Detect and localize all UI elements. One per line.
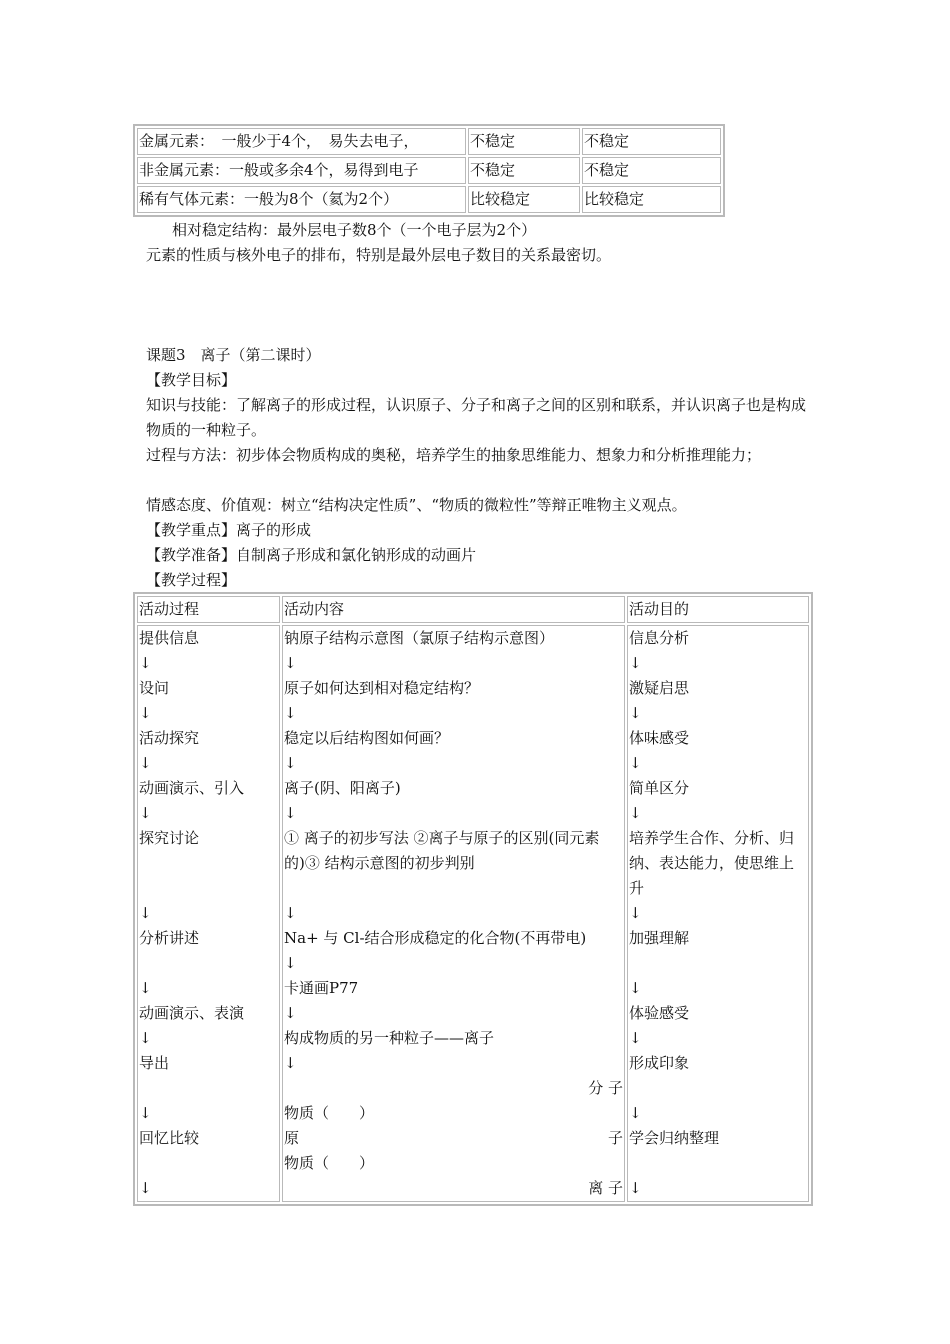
down-arrow-icon: ↓ [629, 1104, 642, 1122]
stability-cell: 不稳定 [582, 157, 721, 184]
emotion-goal: 情感态度、价值观：树立“结构决定性质”、“物质的微粒性”等辩正唯物主义观点。 [146, 496, 687, 514]
stability-table [133, 124, 725, 217]
list-item: 构成物质的另一种粒子——离子 [284, 1029, 495, 1047]
stability-cell: 不稳定 [582, 128, 721, 155]
down-arrow-icon: ↓ [139, 804, 152, 822]
stability-cell: 比较稳定 [582, 186, 721, 213]
down-arrow-icon: ↓ [139, 754, 152, 772]
list-item: 离 子 [588, 1179, 623, 1197]
down-arrow-icon: ↓ [284, 954, 297, 972]
header-content: 活动内容 [282, 596, 625, 623]
list-item: 激疑启思 [629, 679, 690, 697]
down-arrow-icon: ↓ [139, 979, 152, 997]
header-purpose: 活动目的 [627, 596, 809, 623]
list-item-right: 子 [607, 1129, 623, 1147]
down-arrow-icon: ↓ [284, 804, 297, 822]
list-item: 学会归纳整理 [629, 1129, 720, 1147]
element-cell: 稀有气体元素：一般为8个（氦为2个） [137, 186, 466, 213]
stability-cell: 不稳定 [468, 128, 580, 155]
list-item: 分析讲述 [139, 929, 200, 947]
down-arrow-icon: ↓ [139, 704, 152, 722]
table-header-row [137, 596, 809, 623]
property-relation-note: 元素的性质与核外电子的排布，特别是最外层电子数目的关系最密切。 [146, 246, 612, 264]
down-arrow-icon: ↓ [629, 979, 642, 997]
list-item: 回忆比较 [139, 1129, 200, 1147]
list-item: 离子(阴、阳离子) [284, 779, 401, 797]
down-arrow-icon: ↓ [284, 754, 297, 772]
list-item: 物质（ ） [284, 1104, 375, 1122]
list-item: 探究讨论 [139, 829, 200, 847]
knowledge-goal: 知识与技能：了解离子的形成过程，认识原子、分子和离子之间的区别和联系，并认识离子也是构成物质的一种粒子。 [146, 396, 807, 439]
purpose-column [627, 625, 809, 1202]
header-process: 活动过程 [137, 596, 280, 623]
list-item: 钠原子结构示意图（氯原子结构示意图） [284, 629, 555, 647]
down-arrow-icon: ↓ [139, 1104, 152, 1122]
list-item: 活动探究 [139, 729, 200, 747]
down-arrow-icon: ↓ [284, 1004, 297, 1022]
table-row [137, 186, 721, 213]
process-column [137, 625, 280, 1202]
element-cell: 非金属元素：一般或多余4个，易得到电子 [137, 157, 466, 184]
list-item: 导出 [139, 1054, 170, 1072]
list-item: 信息分析 [629, 629, 690, 647]
list-item: 简单区分 [629, 779, 690, 797]
table-row [137, 625, 809, 1202]
down-arrow-icon: ↓ [284, 704, 297, 722]
down-arrow-icon: ↓ [629, 754, 642, 772]
process-heading: 【教学过程】 [146, 571, 237, 589]
down-arrow-icon: ↓ [284, 904, 297, 922]
down-arrow-icon: ↓ [139, 904, 152, 922]
down-arrow-icon: ↓ [629, 1029, 642, 1047]
list-item-left: 原 [284, 1129, 300, 1147]
list-item: ① 离子的初步写法 ②离子与原子的区别(同元素的)③ 结构示意图的初步判别 [284, 829, 600, 872]
relative-stable-note: 相对稳定结构：最外层电子数8个（一个电子层为2个） [172, 221, 537, 239]
list-item: 体验感受 [629, 1004, 690, 1022]
list-item: Na+ 与 Cl-结合形成稳定的化合物(不再带电) [284, 929, 587, 947]
lesson-title: 课题3 离子（第二课时） [146, 346, 321, 364]
list-item: 形成印象 [629, 1054, 690, 1072]
list-item [284, 1126, 623, 1151]
list-item: 体味感受 [629, 729, 690, 747]
list-item: 提供信息 [139, 629, 200, 647]
stability-cell: 不稳定 [468, 157, 580, 184]
list-item: 分 子 [588, 1079, 623, 1097]
content-column [282, 625, 625, 1202]
down-arrow-icon: ↓ [284, 654, 297, 672]
down-arrow-icon: ↓ [629, 904, 642, 922]
element-cell: 金属元素： 一般少于4个， 易失去电子， [137, 128, 466, 155]
list-item: 动画演示、引入 [139, 779, 245, 797]
list-item: 稳定以后结构图如何画？ [284, 729, 450, 747]
down-arrow-icon: ↓ [139, 1179, 152, 1197]
down-arrow-icon: ↓ [629, 1179, 642, 1197]
list-item: 设问 [139, 679, 170, 697]
activity-table [133, 592, 813, 1206]
list-item: 加强理解 [629, 929, 690, 947]
list-item: 物质（ ） [284, 1154, 375, 1172]
list-item: 动画演示、表演 [139, 1004, 245, 1022]
list-item: 原子如何达到相对稳定结构？ [284, 679, 480, 697]
down-arrow-icon: ↓ [284, 1054, 297, 1072]
down-arrow-icon: ↓ [139, 1029, 152, 1047]
goal-heading: 【教学目标】 [146, 371, 237, 389]
process-goal: 过程与方法：初步体会物质构成的奥秘，培养学生的抽象思维能力、想象力和分析推理能力； [146, 446, 762, 464]
down-arrow-icon: ↓ [629, 704, 642, 722]
table-row [137, 128, 721, 155]
down-arrow-icon: ↓ [629, 804, 642, 822]
preparation: 【教学准备】自制离子形成和氯化钠形成的动画片 [146, 546, 477, 564]
stability-cell: 比较稳定 [468, 186, 580, 213]
list-item: 培养学生合作、分析、归纳、表达能力，使思维上升 [629, 829, 795, 897]
list-item: 卡通画P77 [284, 979, 359, 997]
table-row [137, 157, 721, 184]
key-point: 【教学重点】离子的形成 [146, 521, 312, 539]
down-arrow-icon: ↓ [139, 654, 152, 672]
down-arrow-icon: ↓ [629, 654, 642, 672]
